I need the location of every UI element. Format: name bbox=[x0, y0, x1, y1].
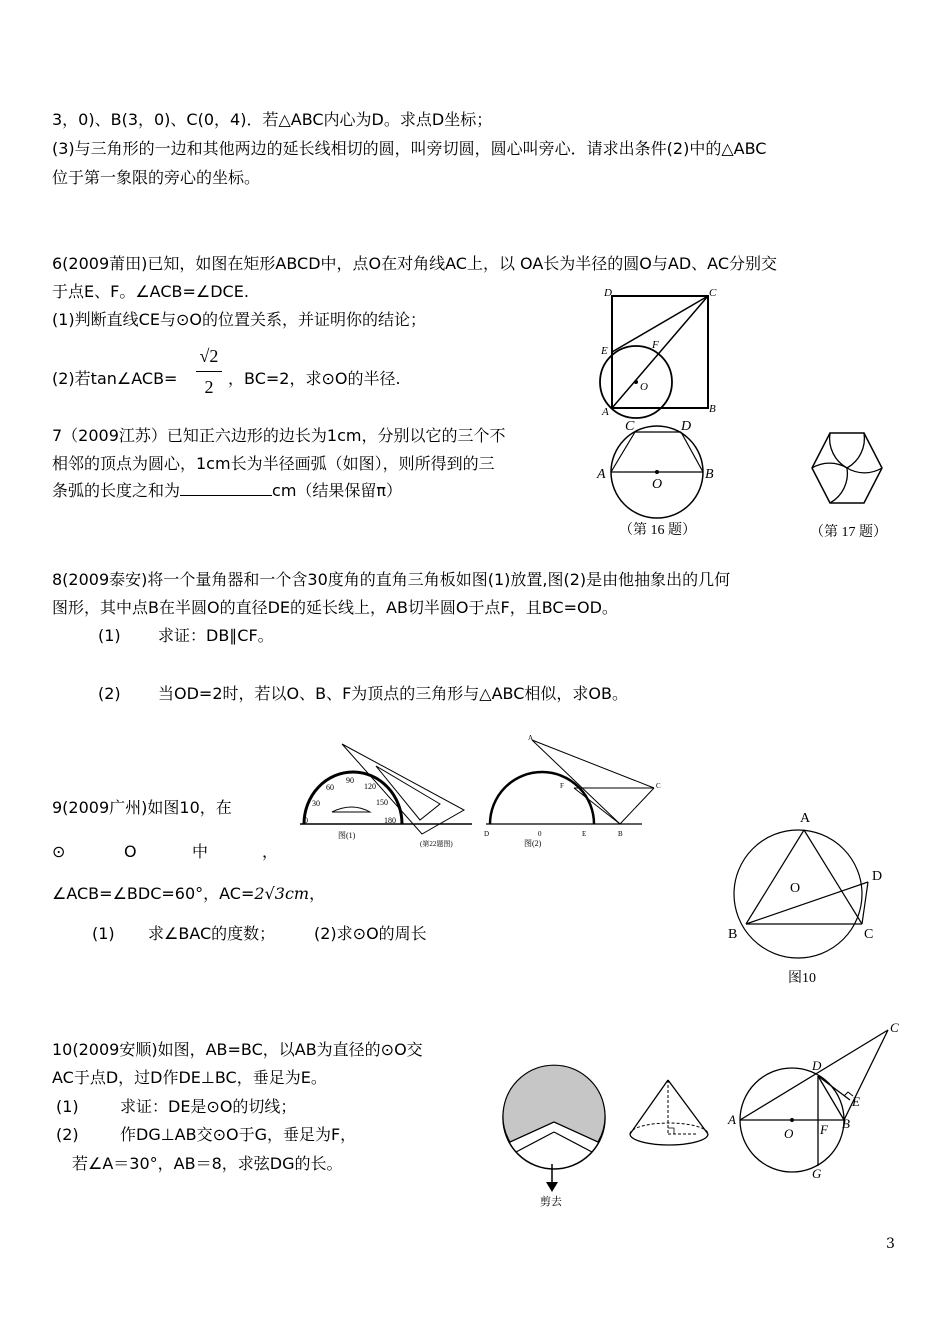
q10-label-e: E bbox=[852, 1094, 860, 1109]
fig16-label-o: O bbox=[652, 477, 663, 492]
q9-line3 bbox=[52, 884, 325, 904]
q6-label-c: C bbox=[709, 287, 717, 299]
q6-frac-bar bbox=[196, 371, 222, 372]
q10-label-g: G bbox=[812, 1166, 822, 1181]
q8-tick-150: 150 bbox=[376, 798, 388, 807]
q6-label-e: E bbox=[601, 345, 608, 357]
q8-part2-num: (2) bbox=[98, 684, 121, 703]
q5-line3: 位于第一象限的旁心的坐标。 bbox=[52, 168, 261, 187]
q9-fig10-circle bbox=[722, 806, 892, 990]
q10-label-d: D bbox=[812, 1058, 822, 1073]
fig17-caption: （第 17 题） bbox=[810, 525, 887, 540]
q8-part1-text: 求证：DB∥CF。 bbox=[158, 626, 274, 645]
fig16-circle bbox=[595, 418, 725, 544]
q10-label-c: C bbox=[890, 1020, 899, 1035]
q6-part2-suffix: ，BC=2，求⊙O的半径. bbox=[228, 369, 401, 388]
q8-line1: 8(2009泰安)将一个量角器和一个含30度角的直角三角板如图(1)放置,图(2)是由他抽象出的几何 bbox=[52, 570, 731, 589]
q9-comma: ， bbox=[262, 842, 279, 861]
q8-part1-num: (1) bbox=[98, 626, 121, 645]
q6-frac-den: 2 bbox=[204, 377, 214, 397]
q8-fig2-caption: 图(2) bbox=[524, 839, 542, 848]
q7-line3 bbox=[52, 481, 402, 501]
q8-part2-text: 当OD=2时，若以O、B、F为顶点的三角形与△ABC相似，求OB。 bbox=[158, 684, 628, 703]
q7-answer-blank[interactable] bbox=[180, 481, 272, 496]
q8-fig2-label-d: D bbox=[484, 830, 490, 838]
fig16-label-c: C bbox=[625, 419, 635, 434]
q8-tick-180: 180 bbox=[384, 816, 396, 825]
q10-cone-figure bbox=[624, 1076, 714, 1152]
q5-line2: (3)与三角形的一边和其他两边的延长线相切的圆，叫旁切圆，圆心叫旁心．请求出条件(2)中的△ABC bbox=[52, 139, 767, 158]
q8-fig1-caption: 图(1) bbox=[338, 831, 356, 840]
q7-line2: 相邻的顶点为圆心，1cm长为半径画弧（如图），则所得到的三 bbox=[52, 454, 495, 473]
q9-line1: 9(2009广州)如图10，在 bbox=[52, 798, 232, 817]
q10-cut-circle-figure bbox=[502, 1060, 612, 1210]
q8-tick-0: 0 bbox=[304, 816, 308, 825]
q8-fig-number: (第22题图) bbox=[420, 840, 453, 848]
q8-fig2-label-o: 0 bbox=[538, 830, 542, 838]
q6-label-d: D bbox=[604, 287, 612, 299]
q9-circle-o: O bbox=[124, 842, 137, 861]
q8-fig2-label-c: C bbox=[656, 782, 661, 790]
q6-label-o: O bbox=[640, 381, 648, 393]
fig17-hexagon bbox=[790, 428, 900, 546]
q8-tick-30: 30 bbox=[312, 799, 320, 808]
q10-line2: AC于点D，过D作DE⊥BC，垂足为E。 bbox=[52, 1068, 327, 1087]
q7-line3-suffix: cm（结果保留π） bbox=[272, 481, 403, 500]
q6-rectangle-figure bbox=[596, 284, 726, 416]
q8-tick-60: 60 bbox=[326, 783, 334, 792]
q9-part1-num: (1) bbox=[92, 924, 115, 943]
q6-label-b: B bbox=[709, 403, 716, 415]
q6-part2-prefix: (2)若tan∠ACB= bbox=[52, 369, 178, 388]
q7-line3-prefix: 条弧的长度之和为 bbox=[52, 481, 181, 500]
q8-fig2-label-e: E bbox=[582, 830, 587, 838]
q9-part2-text: (2)求⊙O的周长 bbox=[314, 924, 427, 943]
q6-label-a: A bbox=[602, 406, 609, 418]
q8-protractor-figures bbox=[292, 732, 672, 854]
q6-line1: 6(2009莆田)已知，如图在矩形ABCD中，点O在对角线AC上，以 OA长为半径的圆O与AD、AC分别交 bbox=[52, 254, 777, 273]
q9-zhong: 中 bbox=[192, 842, 209, 861]
q9-line3-prefix: ∠ACB=∠BDC=60°，AC= bbox=[52, 884, 255, 903]
q10-part1-num: (1) bbox=[56, 1097, 79, 1116]
q8-fig2-label-b: B bbox=[618, 830, 623, 838]
q8-line2: 图形，其中点B在半圆O的直径DE的延长线上，AB切半圆O于点F，且BC=OD。 bbox=[52, 598, 618, 617]
page-number: 3 bbox=[886, 1236, 895, 1252]
q6-label-f: F bbox=[652, 339, 659, 351]
q7-line1: 7（2009江苏）已知正六边形的边长为1cm，分别以它的三个不 bbox=[52, 426, 506, 445]
fig16-caption: （第 16 题） bbox=[619, 523, 696, 538]
q6-part1: (1)判断直线CE与⊙O的位置关系，并证明你的结论； bbox=[52, 310, 426, 329]
fig10-label-b: B bbox=[728, 927, 738, 942]
fig10-label-c: C bbox=[864, 927, 874, 942]
fig16-label-a: A bbox=[597, 467, 606, 482]
fig16-label-d: D bbox=[681, 419, 692, 434]
q10-label-a: A bbox=[728, 1112, 736, 1127]
fig10-label-o: O bbox=[790, 881, 801, 896]
q8-fig2-label-f: F bbox=[560, 782, 564, 790]
q10-part2-num: (2) bbox=[56, 1125, 79, 1144]
q9-line3-suffix: ， bbox=[309, 884, 326, 903]
q8-fig2-label-a: A bbox=[528, 734, 534, 742]
q10-circle-figure bbox=[726, 1020, 906, 1180]
q10-label-o: O bbox=[784, 1126, 794, 1141]
q10-part1-text: 求证：DE是⊙O的切线； bbox=[120, 1097, 297, 1116]
fig16-label-b: B bbox=[705, 467, 714, 482]
q9-part1-text: 求∠BAC的度数； bbox=[148, 924, 276, 943]
q5-line1: 3，0)、B(3，0)、C(0，4)．若△ABC内心为D。求点D坐标； bbox=[52, 110, 493, 129]
q8-tick-90: 90 bbox=[346, 776, 354, 785]
q6-frac-num: √2 bbox=[199, 346, 219, 366]
q10-cut-label: 剪去 bbox=[540, 1196, 562, 1208]
q6-line2: 于点E、F。∠ACB=∠DCE. bbox=[52, 282, 249, 301]
q8-tick-120: 120 bbox=[364, 782, 376, 791]
q10-label-f: F bbox=[820, 1122, 828, 1137]
fig10-label-a: A bbox=[800, 811, 811, 826]
q10-part2-text: 作DG⊥AB交⊙O于G，垂足为F， bbox=[120, 1125, 357, 1144]
fig10-label-d: D bbox=[872, 869, 883, 884]
q9-circle-symbol: ⊙ bbox=[52, 842, 66, 861]
fig10-caption: 图10 bbox=[788, 971, 816, 986]
q10-part2-line2: 若∠A＝30°，AB＝8，求弦DG的长。 bbox=[72, 1154, 343, 1173]
q9-ac-value: 2√3cm bbox=[254, 884, 310, 903]
q10-line1: 10(2009安顺)如图，AB=BC，以AB为直径的⊙O交 bbox=[52, 1040, 423, 1059]
q10-label-b: B bbox=[842, 1116, 850, 1131]
